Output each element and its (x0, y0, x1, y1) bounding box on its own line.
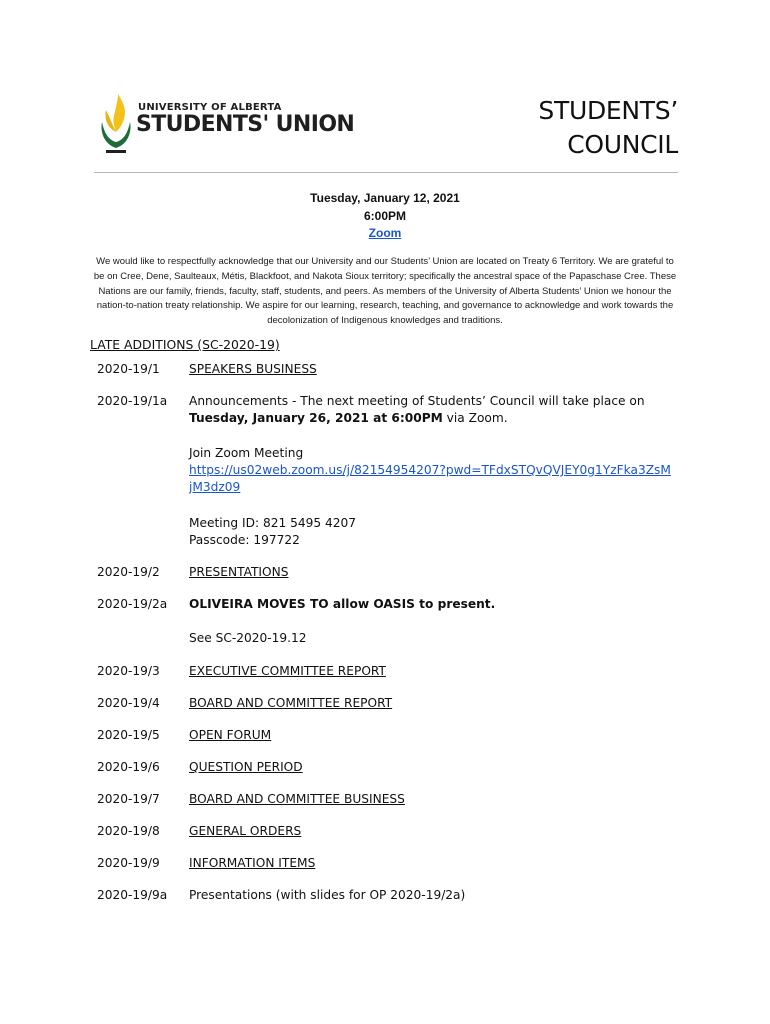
zoom-link[interactable]: Zoom (368, 226, 402, 240)
motion-mover: OLIVEIRA MOVES TO (189, 597, 329, 611)
agenda-item-presentations: PRESENTATIONS (189, 565, 289, 579)
agenda-item-information-items: INFORMATION ITEMS (189, 856, 316, 870)
agenda-item-board-committee-report: BOARD AND COMMITTEE REPORT (189, 696, 393, 710)
item-number: 2020-19/3 (97, 664, 160, 678)
announcement-pre: Announcements - The next meeting of Students’ Council will take place on (189, 394, 645, 408)
logo-university-text: UNIVERSITY OF ALBERTA (138, 102, 282, 113)
item-number: 2020-19/1a (97, 394, 168, 408)
announcement-text (189, 393, 679, 427)
item-number: 2020-19/2a (97, 597, 168, 611)
item-number: 2020-19/1 (97, 362, 160, 376)
agenda-item-presentations-slides: Presentations (with slides for OP 2020-19/2a) (189, 888, 466, 902)
item-number: 2020-19/6 (97, 760, 160, 774)
zoom-meeting-link[interactable]: https://us02web.zoom.us/j/82154954207?pwd=TFdxSTQvQVJEY0g1YzFka3ZsMjM3dz09 (189, 463, 671, 494)
meeting-time: 6:00PM (363, 209, 407, 223)
item-number: 2020-19/9a (97, 888, 168, 902)
land-acknowledgement: We would like to respectfully acknowledge that our University and our Students’ Union are located on Treaty 6 Territory. We are grateful to be on Cree, Dene, Saulteaux, Métis, Blackfoot, and Nakota Sioux territory; specifically the ancestral space of the Papaschase Cree. These Nations are our family, friends, faculty, staff, students, and peers. As members of the University of Alberta Students’ Union we honour the nation-to-nation treaty relationship. We aspire for our learning, research, teaching, and governance to acknowledge and work towards the decolonization of Indigenous knowledges and traditions. (93, 256, 677, 327)
header-divider (94, 172, 678, 173)
motion-text-1: allow (328, 597, 374, 611)
meeting-venue (0, 224, 770, 242)
agenda-item-open-forum: OPEN FORUM (189, 728, 272, 742)
item-number: 2020-19/7 (97, 792, 160, 806)
announcement-post: via Zoom. (442, 411, 508, 425)
motion-subject: OASIS (373, 597, 415, 611)
meeting-passcode: Passcode: 197722 (189, 533, 300, 547)
agenda-item-general-orders: GENERAL ORDERS (189, 824, 302, 838)
agenda-item-question-period: QUESTION PERIOD (189, 760, 303, 774)
item-number: 2020-19/5 (97, 728, 160, 742)
item-number: 2020-19/2 (97, 565, 160, 579)
meeting-date: Tuesday, January 12, 2021 (310, 191, 460, 205)
page-title (538, 94, 678, 162)
agenda-item-speakers-business: SPEAKERS BUSINESS (189, 362, 317, 376)
item-number: 2020-19/4 (97, 696, 160, 710)
join-zoom-label: Join Zoom Meeting (189, 446, 304, 460)
agenda-item-board-committee-business: BOARD AND COMMITTEE BUSINESS (189, 792, 405, 806)
meeting-id: Meeting ID: 821 5495 4207 (189, 516, 357, 530)
motion-text-2: to present. (414, 597, 496, 611)
motion-reference: See SC-2020-19.12 (189, 631, 307, 645)
section-heading: LATE ADDITIONS (SC-2020-19) (90, 337, 280, 352)
announcement-date: Tuesday, January 26, 2021 at 6:00PM (189, 411, 443, 425)
logo-students-union-text: STUDENTS' UNION (136, 112, 355, 137)
title-line-2: COUNCIL (567, 130, 678, 159)
item-number: 2020-19/9 (97, 856, 160, 870)
agenda-item-executive-committee-report: EXECUTIVE COMMITTEE REPORT (189, 664, 386, 678)
title-line-1: STUDENTS’ (538, 96, 678, 125)
students-union-logo (98, 92, 355, 158)
motion-text (189, 596, 679, 613)
item-number: 2020-19/8 (97, 824, 160, 838)
flame-leaf-logo-icon (98, 92, 134, 156)
